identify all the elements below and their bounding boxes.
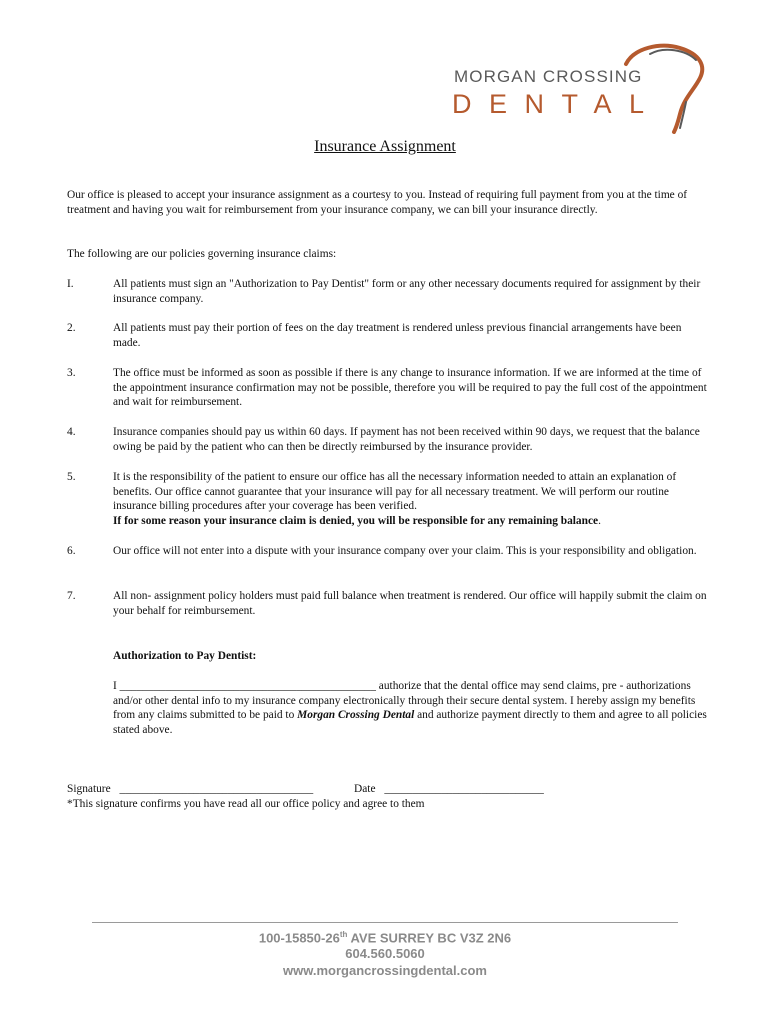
policy-text: Insurance companies should pay us within 60 days. If payment has not been received within 90 days, we request that the balance owing be paid by the patient who can then be directly reimbursed by the insurance provider. [113,426,700,453]
address-street: AVE SURREY BC V3Z 2N6 [347,930,512,946]
page-title: Insurance Assignment [314,138,456,155]
authorization-body [113,679,707,737]
footer-address [0,930,770,945]
policy-number: 7. [67,590,76,602]
policy-number: 2. [67,322,76,334]
signature-note: *This signature confirms you have read all our office policy and agree to them [67,798,425,810]
date-field[interactable]: ____________________________ [384,783,544,795]
policy-text: All patients must sign an "Authorization to Pay Dentist" form or any other necessary documents required for assignment by their insurance company. [113,278,701,305]
practice-name: Morgan Crossing Dental [297,709,415,722]
footer-phone: 604.560.5060 [345,946,425,961]
policy-bold-end: . [598,514,601,527]
authorization-text-1: I _____________________________________________ authorize that the dental office may send claims, pre - authorizations and/or other dental info to my insurance company electronically through their secure dental system. I hereby assign my benefits from any claims submitted to be paid to [113,680,696,722]
authorization-heading: Authorization to Pay Dentist: [113,650,257,662]
logo-dental-line: DENTAL [452,89,662,119]
intro-paragraph: Our office is pleased to accept your insurance assignment as a courtesy to you. Instead of requiring full payment from you at the time of treatment and having you wait for reimbursement from your insurance company, we can bill your insurance directly. [67,189,688,216]
address-ordinal: th [339,930,348,939]
policy-number: 5. [67,471,76,483]
footer-divider [92,922,678,923]
signature-field[interactable]: __________________________________ [119,783,314,795]
policy-text: Our office will not enter into a dispute with your insurance company over your claim. This is your responsibility and obligation. [113,545,697,557]
footer-website[interactable]: www.morgancrossingdental.com [283,963,487,978]
date-label: Date [354,783,376,795]
practice-logo [452,42,712,132]
policy-text: The office must be informed as soon as possible if there is any change to insurance information. If we are informed at the time of the appointment insurance confirmation may not be possible, therefore you will be required to pay the full cost of the appointment and wait for reimbursement. [113,367,707,409]
policy-text: All non- assignment policy holders must paid full balance when treatment is rendered. Our office will happily submit the claim on your behalf for reimbursement. [113,590,707,617]
policy-text: All patients must pay their portion of fees on the day treatment is rendered unless previous financial arrangements have been made. [113,322,682,349]
policies-intro: The following are our policies governing insurance claims: [67,248,337,260]
tooth-swoosh-icon [620,42,712,134]
policy-bold-warning: If for some reason your insurance claim is denied, you will be responsible for any remaining balance [113,514,599,527]
policy-number: 6. [67,545,76,557]
logo-name-line: MORGAN CROSSING [454,67,643,86]
address-number: 100-15850-26 [258,930,340,946]
authorization-text-2: and authorize payment directly to them and agree to all policies stated above. [113,709,707,736]
policy-number: 3. [67,367,76,379]
policy-number: I. [67,278,74,290]
policy-text-block [113,470,709,528]
policy-number: 4. [67,426,76,438]
policy-text: It is the responsibility of the patient to ensure our office has all the necessary information needed to attain an explanation of benefits. Our office cannot guarantee that your insurance will pay for all necessary treatment. We will perform our routine insurance billing procedures after your coverage has been verified. [113,471,677,513]
signature-row [67,783,544,795]
signature-label: Signature [67,783,111,795]
